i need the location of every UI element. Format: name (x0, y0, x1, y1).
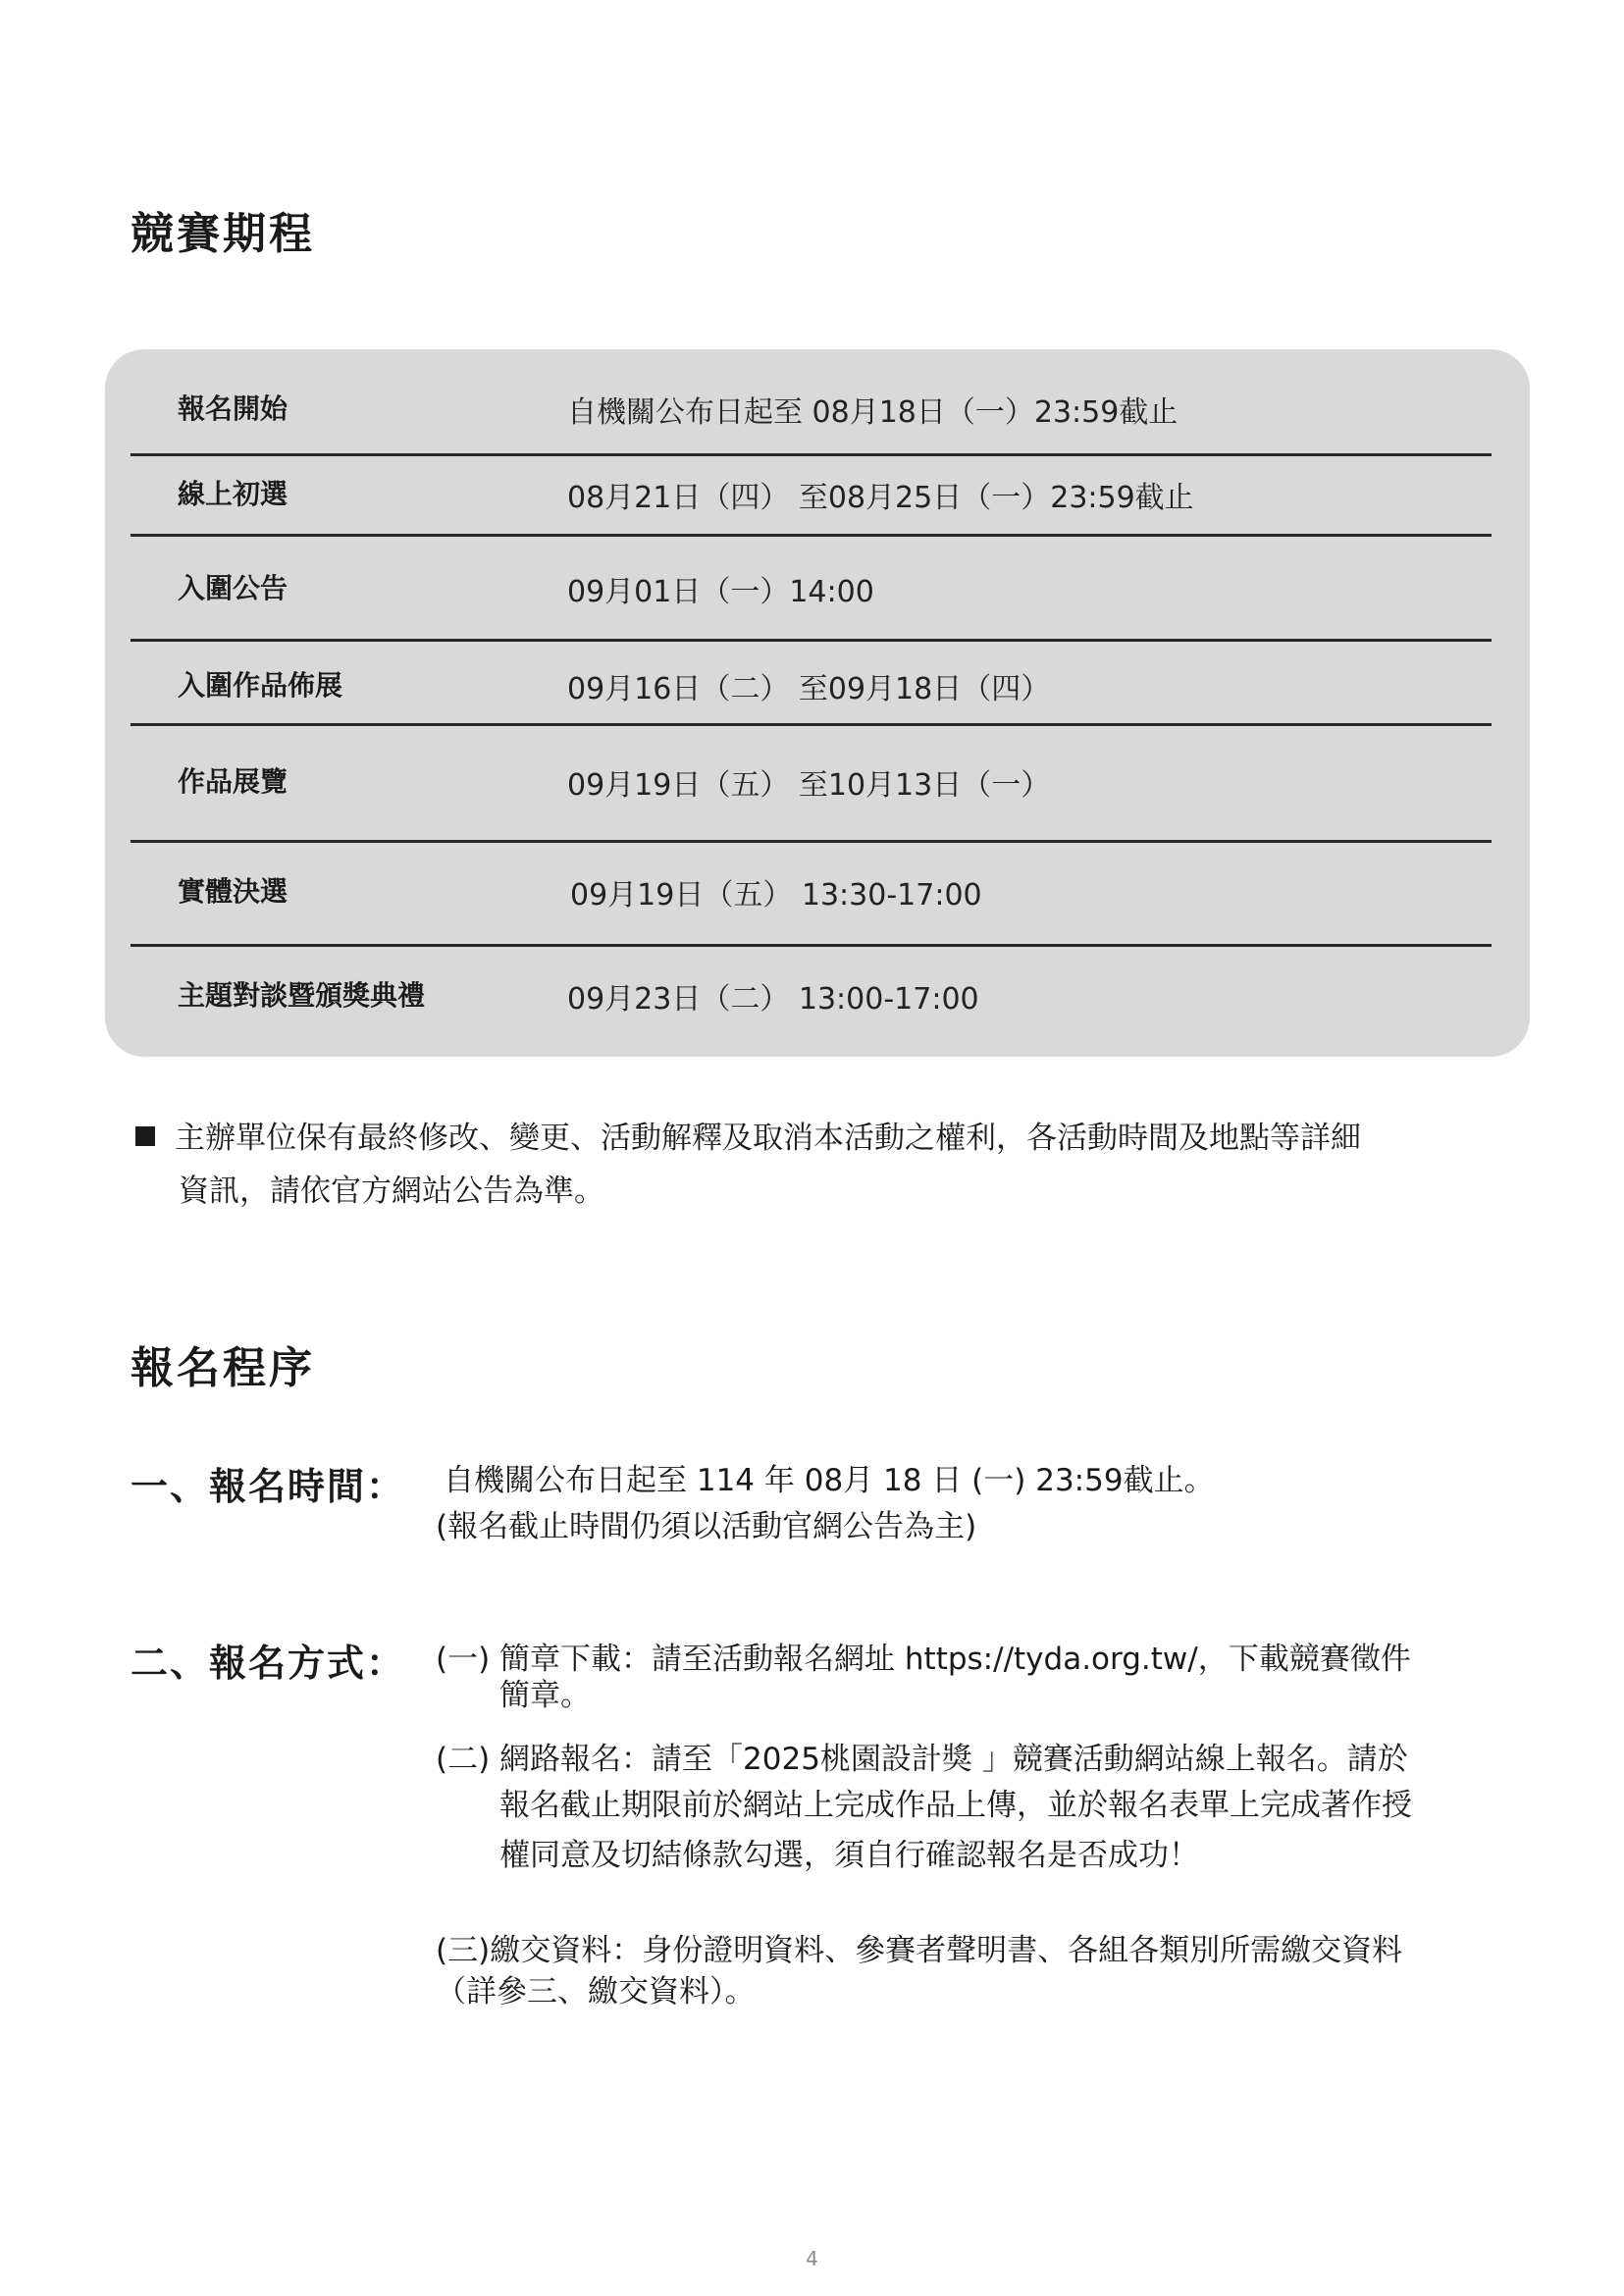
row-divider (131, 453, 1492, 456)
schedule-value: 09月01日（一）14:00 (567, 575, 874, 609)
schedule-label: 作品展覽 (178, 765, 288, 798)
schedule-title: 競賽期程 (131, 209, 315, 259)
schedule-label: 入圍作品佈展 (178, 669, 343, 702)
schedule-label: 入圍公告 (178, 572, 288, 604)
method-item: (三)繳交資料：身份證明資料、參賽者聲明書、各組各類別所需繳交資料 (436, 1933, 1403, 1968)
schedule-value: 09月23日（二） 13:00-17:00 (567, 982, 979, 1017)
row-divider (131, 840, 1492, 843)
schedule-value: 09月16日（二） 至09月18日（四） (567, 672, 1051, 706)
registration-time-note: (報名截止時間仍須以活動官網公告為主) (436, 1509, 977, 1544)
registration-time-text: 自機關公布日起至 114 年 08月 18 日 (一) 23:59截止。 (444, 1463, 1215, 1498)
row-divider (131, 534, 1492, 537)
registration-method-heading: 二、報名方式： (131, 1642, 406, 1685)
registration-title: 報名程序 (131, 1343, 315, 1393)
row-divider (131, 639, 1492, 642)
schedule-value: 自機關公布日起至 08月18日（一）23:59截止 (567, 395, 1179, 430)
method-item: （詳參三、繳交資料）。 (436, 1974, 756, 2009)
method-item: 權同意及切結條款勾選，須自行確認報名是否成功！ (499, 1838, 1199, 1873)
method-item: (二) 網路報名：請至「2025桃園設計獎 」競賽活動網站線上報名。請於 (436, 1742, 1408, 1777)
square-bullet-icon (135, 1126, 155, 1146)
schedule-value: 09月19日（五） 至10月13日（一） (567, 768, 1051, 803)
schedule-value: 09月19日（五） 13:30-17:00 (570, 878, 982, 913)
page-number: 4 (806, 2247, 818, 2270)
schedule-label: 實體決選 (178, 875, 288, 908)
registration-time-heading: 一、報名時間： (131, 1465, 406, 1508)
method-item: 報名截止期限前於網站上完成作品上傳，並於報名表單上完成著作授 (499, 1788, 1412, 1823)
schedule-value: 08月21日（四） 至08月25日（一）23:59截止 (567, 481, 1194, 515)
note-line: 資訊，請依官方網站公告為準。 (179, 1174, 604, 1209)
method-item: 簡章。 (499, 1678, 591, 1713)
note-line: 主辦單位保有最終修改、變更、活動解釋及取消本活動之權利，各活動時間及地點等詳細 (175, 1121, 1361, 1156)
row-divider (131, 723, 1492, 726)
row-divider (131, 944, 1492, 947)
schedule-label: 報名開始 (178, 392, 288, 425)
method-item: (一) 簡章下載：請至活動報名網址 https://tyda.org.tw/，下載競賽徵件 (436, 1642, 1411, 1677)
schedule-label: 主題對談暨頒獎典禮 (178, 979, 426, 1012)
disclaimer-note (135, 1112, 1499, 1218)
schedule-label: 線上初選 (178, 478, 288, 510)
